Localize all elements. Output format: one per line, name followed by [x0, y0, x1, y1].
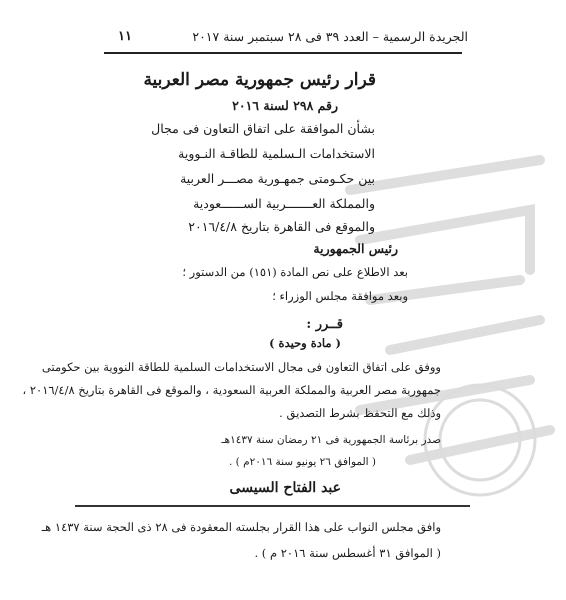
decree-subject-line: بين حكـومتى جمهـورية مصـــر العربية: [180, 171, 375, 186]
issued-line: صدر برئاسة الجمهورية فى ٢١ رمضان سنة ١٤٣٧هـ: [221, 434, 441, 446]
decree-subject-line: والموقع فى القاهرة بتاريخ ٢٠١٦/٤/٨: [188, 219, 375, 234]
body-line: جمهورية مصر العربية والمملكة العربية السعودية ، والموقع فى القاهرة بتاريخ ٢٠١٦/٤/٨ ،: [22, 383, 441, 397]
president-heading: رئيس الجمهورية: [313, 241, 398, 256]
issued-date-line: ( الموافق ٢٦ يونيو سنة ٢٠١٦م ) .: [228, 456, 376, 468]
body-line: وذلك مع التحفظ بشرط التصديق .: [279, 406, 441, 420]
page-number: ١١: [118, 29, 132, 44]
decree-subject-line: الاستخدامات الـسلمية للطاقـة النـووية: [178, 146, 375, 161]
decided-heading: قــرر :: [306, 317, 343, 332]
decree-title: قرار رئيس جمهورية مصر العربية: [143, 70, 376, 90]
header-divider: [104, 52, 462, 54]
body-line: ووفق على اتفاق التعاون فى مجال الاستخدامات السلمية للطاقة النووية بين حكومتى: [41, 360, 441, 374]
approval-line: وافق مجلس النواب على هذا القرار بجلسته المعقودة فى ٢٨ ذى الحجة سنة ١٤٣٧ هـ: [41, 520, 441, 534]
preamble-line: بعد الاطلاع على نص المادة (١٥١) من الدستور ؛: [182, 265, 408, 279]
approval-date-line: ( الموافق ٣١ أغسطس سنة ٢٠١٦ م ) .: [254, 546, 441, 560]
decree-number: رقم ٢٩٨ لسنة ٢٠١٦: [232, 98, 338, 113]
signature: عبد الفتاح السيسى: [229, 480, 341, 496]
preamble-line: وبعد موافقة مجلس الوزراء ؛: [272, 289, 408, 303]
decree-subject-line: والمملكة العـــــــربية الســــــعودية: [193, 196, 375, 211]
signature-divider: [75, 505, 470, 507]
decree-subject-line: بشأن الموافقة على اتفاق التعاون فى مجال: [151, 121, 375, 136]
gazette-header-title: الجريدة الرسمية – العدد ٣٩ فى ٢٨ سبتمبر سنة ٢٠١٧: [192, 29, 468, 44]
article-heading: ( مادة وحيدة ): [269, 336, 341, 350]
